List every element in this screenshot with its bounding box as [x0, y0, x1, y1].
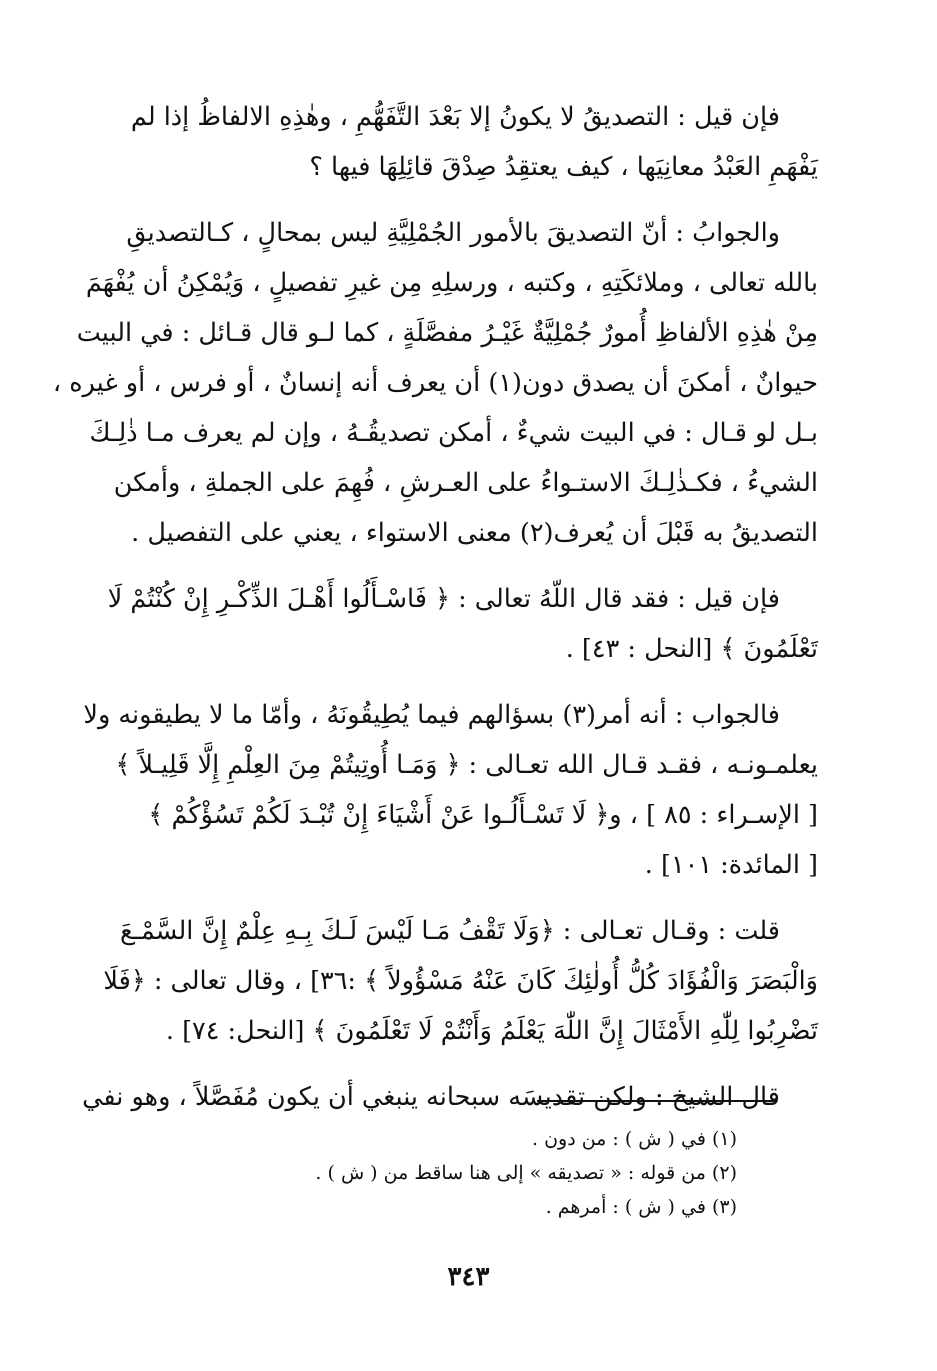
paragraph-remark — [103, 906, 818, 1056]
text-line: قال الشيخ : ولكن تقديسَه سبحانه ينبغي أن يكون مُفَصَّلاً ، وهو نفي — [82, 1082, 780, 1112]
text-line: تَعْلَمُونَ ﴾ [النحل : ٤٣] . — [565, 634, 818, 664]
main-text — [52, 92, 818, 1138]
page-number: ٣٤٣ — [447, 1262, 490, 1292]
paragraph-question-1 — [112, 92, 818, 192]
text-line: بالله تعالى ، وملائكَتِهِ ، وكتبه ، ورسلِهِ مِن غيرِ تفصيلٍ ، وَيُمْكِنُ أن يُفْهَمَ — [85, 268, 818, 298]
paragraph-shaykh — [82, 1072, 818, 1122]
text-line: بـل لو قـال : في البيت شيءٌ ، أمكن تصديقُـهُ ، وإن لم يعرف مـا ذٰلِـكَ — [89, 418, 818, 448]
text-line: مِنْ هٰذِهِ الألفاظِ أُمورٌ جُمْلِيَّةٌ غَيْـرُ مفصَّلَةٍ ، كما لـو قال قـائل : في البيت — [76, 318, 818, 348]
paragraph-answer-1 — [52, 208, 818, 558]
text-line: فإن قيل : فقد قال اللّهُ تعالى : ﴿ فَاسْـأَلُوا أَهْـلَ الذِّكْـرِ إِنْ كُنْتُمْ لَا — [107, 584, 780, 614]
text-line: يَفْهَمِ العَبْدُ معانِيَها ، كيف يعتقِدُ صِدْقَ قائِلِهَا فيها ؟ — [309, 152, 818, 182]
footnotes — [237, 1122, 737, 1224]
text-line: التصديقُ به قَبْلَ أن يُعرف(٢) معنى الاستواء ، يعني على التفصيل . — [131, 518, 818, 548]
footnote-3: (٣) في ( ش ) : أمرهم . — [545, 1196, 737, 1218]
text-line: قلت : وقـال تعـالى : ﴿وَلَا تَقْفُ مَـا لَيْسَ لَـكَ بِـهِ عِلْمٌ إِنَّ السَّمْـعَ — [119, 916, 780, 946]
text-line: وَالْبَصَرَ وَالْفُؤَادَ كُلُّ أُولٰئِكَ كَانَ عَنْهُ مَسْؤُولاً ﴾ :٣٦] ، وقال تعالى : ﴿فَلَا — [103, 966, 818, 996]
footnote-2: (٢) من قوله : « تصديقه » إلى هنا ساقط من ( ش ) . — [315, 1162, 737, 1184]
text-line: [ الإسـراء : ٨٥ ] ، و﴿ لَا تَسْـأَلُـوا عَنْ أَشْيَاءَ إِنْ تُبْـدَ لَكُمْ تَسُؤْكُمْ ﴾ — [148, 800, 818, 830]
footnote-1: (١) في ( ش ) : من دون . — [532, 1128, 737, 1150]
paragraph-question-2 — [107, 574, 818, 674]
paragraph-answer-2 — [83, 690, 818, 890]
text-line: فإن قيل : التصديقُ لا يكونُ إلا بَعْدَ التَّفَهُّمِ ، وهٰذِهِ الالفاظُ إذا لم — [130, 102, 780, 132]
text-line: [ المائدة: ١٠١] . — [644, 850, 818, 880]
text-line: فالجواب : أنه أمر(٣) بسؤالهم فيما يُطِيقُونَهُ ، وأمّا ما لا يطيقونه ولا — [83, 700, 780, 730]
text-line: يعلمـونـه ، فقـد قـال الله تعـالى : ﴿ وَمَـا أُوتِيتُمْ مِنَ العِلْمِ إِلَّا قَلِيـلاً ﴾ — [115, 750, 818, 780]
text-line: حيوانٌ ، أمكنَ أن يصدق دون(١) أن يعرف أنه إنسانٌ ، أو فرس ، أو غيره ، — [52, 368, 818, 398]
footnote-separator — [537, 1100, 777, 1102]
text-line: الشيءُ ، فكـذٰلِـكَ الاستـواءُ على العـرشِ ، فُهِمَ على الجملةِ ، وأمكن — [113, 468, 818, 498]
text-line: تَضْرِبُوا لِلّٰهِ الأَمْثَالَ إِنَّ اللّٰهَ يَعْلَمُ وَأَنْتُمْ لَا تَعْلَمُونَ ﴾ [النحل: ٧٤] . — [165, 1016, 818, 1046]
text-line: والجوابُ : أنّ التصديقَ بالأمور الجُمْلِيَّةِ ليس بمحالٍ ، كـالتصديقِ — [126, 218, 780, 248]
